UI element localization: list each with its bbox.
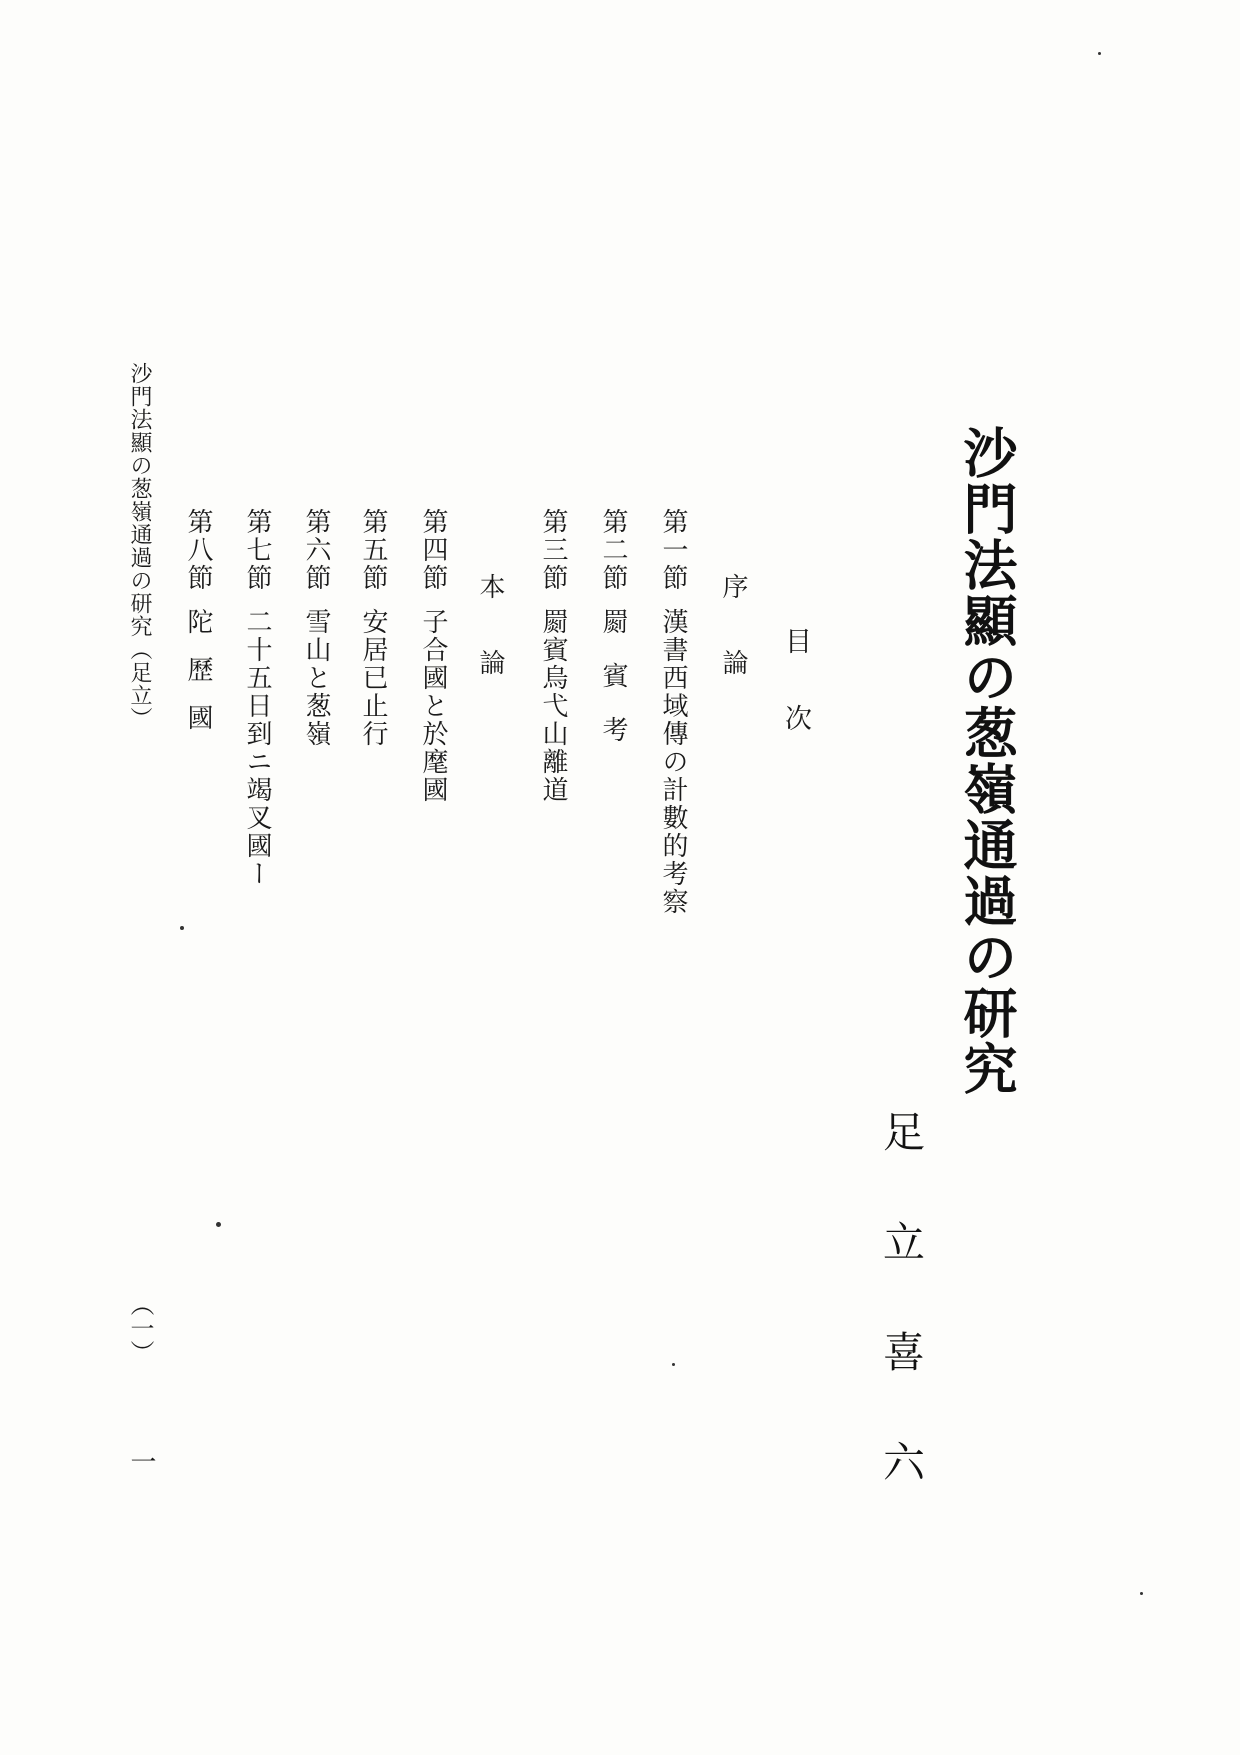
toc-section-title: 雪山と葱嶺: [301, 608, 331, 748]
author-name: 足立喜六: [877, 1110, 926, 1550]
toc-entry: [185, 508, 211, 752]
toc-section-title: 子合國と於麾國: [418, 608, 448, 804]
toc-entry: [540, 508, 566, 804]
toc-entry: [420, 508, 446, 804]
toc-entry: [244, 508, 270, 888]
scan-speck: [672, 1363, 675, 1366]
page-number: 一: [126, 1448, 156, 1474]
toc-section-number: 第八節: [183, 508, 213, 592]
scan-speck: [216, 1222, 221, 1227]
toc-part-main: 本論: [475, 573, 505, 725]
toc-section-title: 罽賓考: [598, 608, 628, 770]
toc-entry: [303, 508, 329, 748]
article-title: 沙門法顯の葱嶺通過の研究: [955, 425, 1019, 1097]
toc-entry: [360, 508, 386, 748]
toc-section-number: 第五節: [358, 508, 388, 592]
running-head: 沙門法顯の葱嶺通過の研究（足立）: [127, 362, 152, 730]
toc-section-title: 安居已止行: [358, 608, 388, 748]
toc-part-intro: 序論: [718, 573, 748, 725]
toc-section-title: 罽賓烏弋山離道: [538, 608, 568, 804]
toc-section-title: 漢書西域傳の計數的考察: [658, 608, 688, 916]
toc-section-number: 第三節: [538, 508, 568, 592]
page-number-parenthesized: （一）: [126, 1292, 154, 1364]
toc-entry: [660, 508, 686, 916]
toc-entry: [600, 508, 626, 770]
scan-speck: [180, 926, 184, 930]
toc-section-number: 第一節: [658, 508, 688, 592]
toc-section-title: 二十五日到ニ竭叉國ー: [242, 608, 272, 888]
scan-speck: [1098, 52, 1101, 55]
toc-section-number: 第七節: [242, 508, 272, 592]
toc-section-title: 陀歷國: [183, 608, 213, 752]
toc-section-number: 第六節: [301, 508, 331, 592]
toc-section-number: 第四節: [418, 508, 448, 592]
toc-section-number: 第二節: [598, 508, 628, 592]
toc-heading: 目次: [780, 627, 811, 781]
scan-speck: [1140, 1592, 1143, 1595]
